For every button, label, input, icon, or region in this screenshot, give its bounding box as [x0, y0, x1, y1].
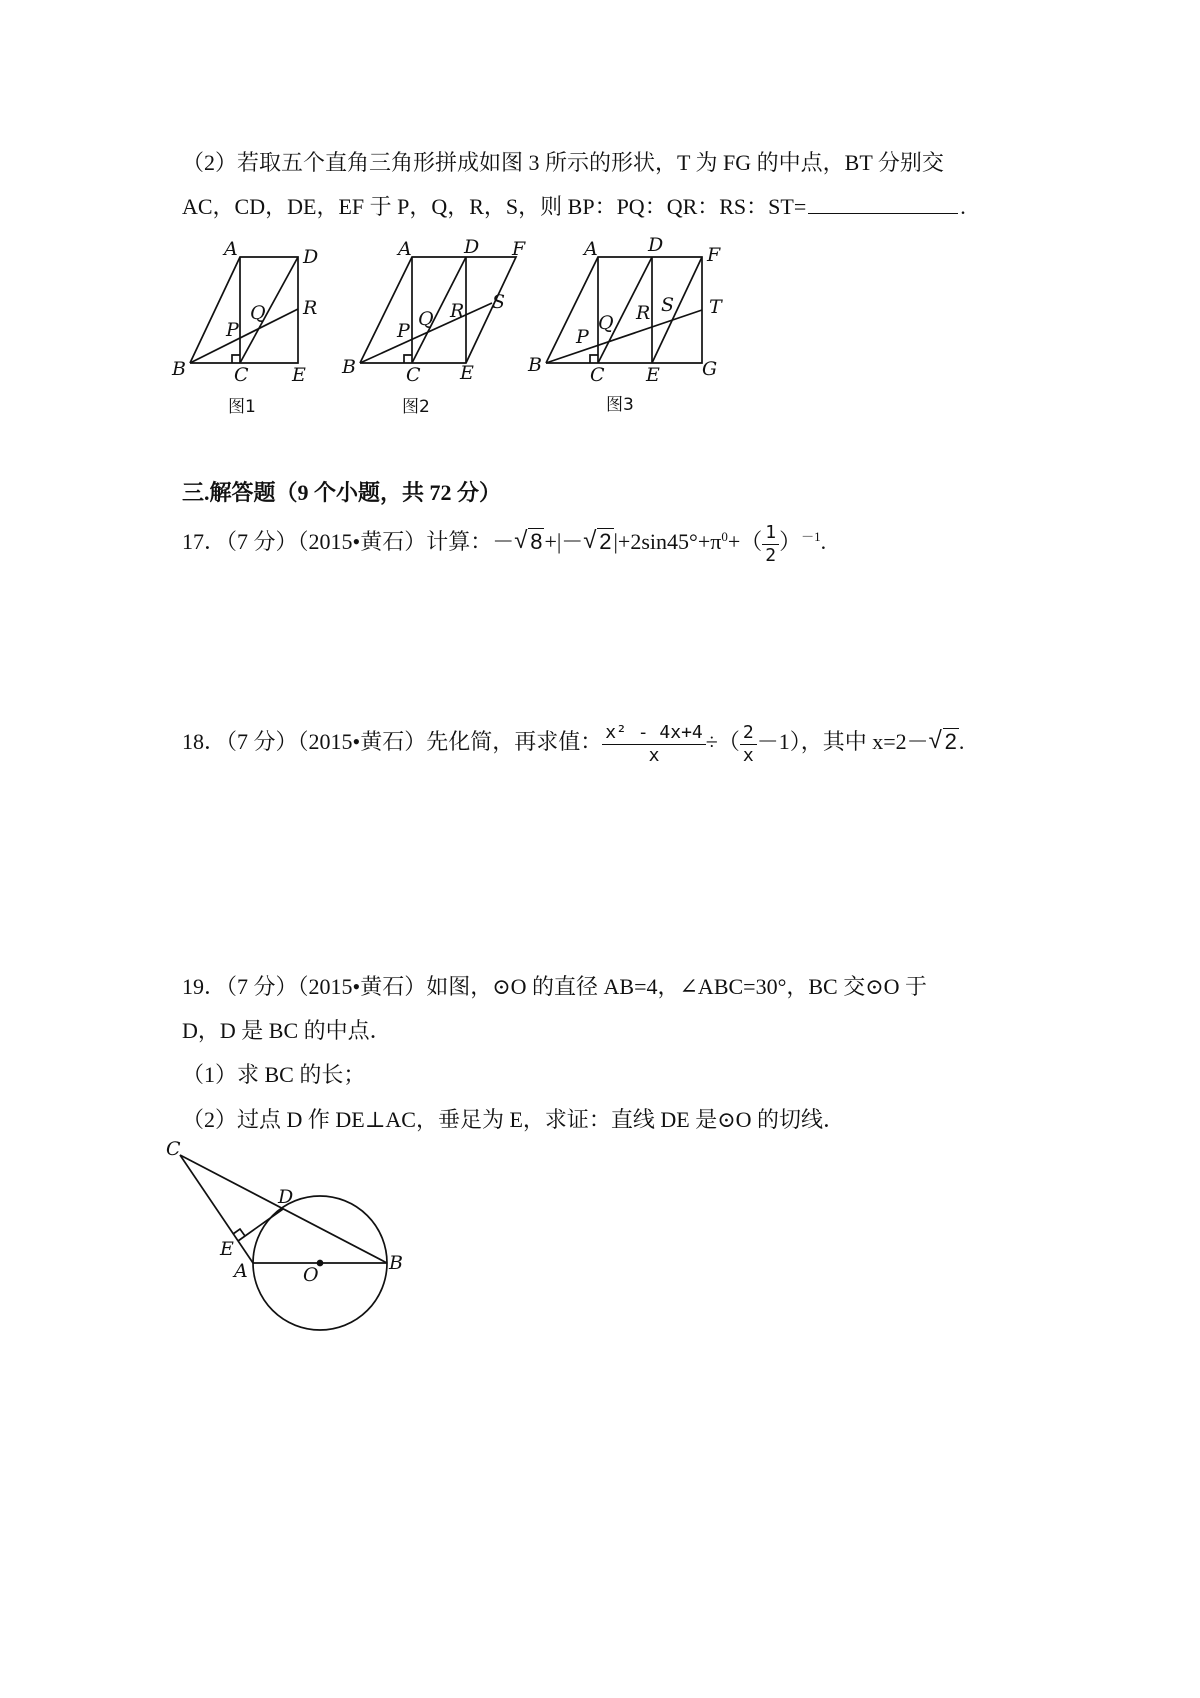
fig2-label-a: A [398, 238, 412, 260]
q18-div: ÷（ [705, 729, 740, 755]
q19-part1: （1）求 BC 的长； [182, 1062, 366, 1087]
figure-2 [341, 236, 526, 417]
fig3-label-r: R [636, 302, 651, 324]
q18-end: . [958, 729, 965, 755]
fig3-label-t: T [709, 296, 722, 318]
fig1-label-p: P [226, 319, 239, 341]
fig3-label-f: F [707, 244, 721, 266]
q16-part2-line2-end: . [960, 194, 966, 219]
q17-power-neg1: －1 [801, 528, 821, 544]
fig1-label-d: D [303, 246, 319, 268]
figure-3 [527, 235, 723, 415]
fig2-label-b: B [342, 356, 356, 378]
line-ca [180, 1155, 253, 1263]
question-17 [182, 522, 826, 566]
q19-part2: （2）过点 D 作 DE⊥AC，垂足为 E，求证：直线 DE 是⊙O 的切线． [182, 1107, 846, 1132]
fig3-label-c: C [590, 364, 605, 386]
q18-sqrt2: √ 2 [928, 727, 957, 755]
fig3-label-b: B [528, 354, 542, 376]
fig2-label-f: F [512, 238, 526, 260]
q16-part2-line1: （2）若取五个直角三角形拼成如图 3 所示的形状，T 为 FG 的中点，BT 分别交 [182, 150, 944, 175]
q19-label-o: O [303, 1264, 319, 1286]
q17-mid1: +|－ [544, 529, 584, 555]
q17-prefix: 17．（7 分）（2015•黄石）计算： [182, 529, 493, 555]
fig1-label-c: C [234, 364, 249, 386]
fig2-label-s: S [492, 291, 506, 313]
fig2-label-r: R [450, 300, 465, 322]
q19-figure [160, 1135, 420, 1345]
fig2-caption: 图2 [402, 397, 430, 417]
q17-sqrt8: √ 8 [514, 527, 543, 555]
fig3-label-e: E [646, 364, 660, 386]
q18-fraction-2: $\frac{2}{x}$ [740, 722, 757, 766]
fig3-label-q: Q [598, 312, 614, 334]
q17-mid2: |+2sin45°+π [613, 529, 722, 555]
q17-end: . [820, 529, 827, 555]
q19-line1: 19．（7 分）（2015•黄石）如图，⊙O 的直径 AB=4，∠ABC=30°，BC 交⊙O 于 [182, 974, 928, 999]
q18-fraction-1: $\frac{\text{x² - 4x+4}}{x}$ [602, 722, 706, 766]
fig3-label-a: A [584, 238, 598, 260]
q19-label-e: E [220, 1238, 234, 1260]
line-de [238, 1209, 283, 1241]
fig1-label-e: E [292, 364, 306, 386]
q19-line2: D，D 是 BC 的中点． [182, 1018, 392, 1043]
fig2-label-c: C [406, 364, 421, 386]
fig1-label-a: A [224, 238, 238, 260]
fig1-caption: 图1 [228, 397, 256, 417]
q16-part2-line2-text: AC，CD，DE，EF 于 P，Q，R，S，则 BP：PQ：QR：RS：ST= [182, 194, 807, 219]
answer-blank [808, 193, 958, 214]
q19-label-b: B [389, 1252, 403, 1274]
fig1-label-b: B [172, 358, 186, 380]
q17-mid3: +（ [727, 529, 763, 555]
fig2-label-d: D [464, 236, 480, 258]
q17-sqrt2: √ 2 [583, 527, 612, 555]
fig1-label-r: R [303, 297, 318, 319]
figure-1 [171, 238, 318, 417]
q19-label-d: D [278, 1186, 294, 1208]
figures-1-3 [170, 235, 730, 425]
fig2-label-p: P [397, 320, 410, 342]
fig3-label-p: P [576, 326, 589, 348]
section-3-heading: 三.解答题（9 个小题，共 72 分） [182, 480, 502, 505]
q17-mid4: ） [779, 529, 802, 555]
q19-label-a: A [234, 1260, 248, 1282]
fig1-label-q: Q [250, 302, 266, 324]
q17-fraction-half: $\frac{1}{2}$ [762, 522, 779, 566]
q16-part2-line2 [182, 190, 966, 221]
fig3-label-g: G [702, 358, 718, 380]
fig3-caption: 图3 [606, 395, 634, 415]
q19-label-c: C [166, 1138, 181, 1160]
q17-minus: － [492, 529, 515, 555]
q18-prefix: 18．（7 分）（2015•黄石）先化简，再求值： [182, 729, 603, 755]
q17-power-zero: 0 [721, 528, 728, 544]
question-18 [182, 722, 964, 766]
fig3-label-d: D [648, 235, 664, 256]
fig3-label-s: S [661, 294, 675, 316]
line-cb [180, 1155, 387, 1263]
q18-mid: －1），其中 x=2－ [756, 729, 929, 755]
fig2-label-e: E [460, 362, 474, 384]
fig2-label-q: Q [418, 308, 434, 330]
